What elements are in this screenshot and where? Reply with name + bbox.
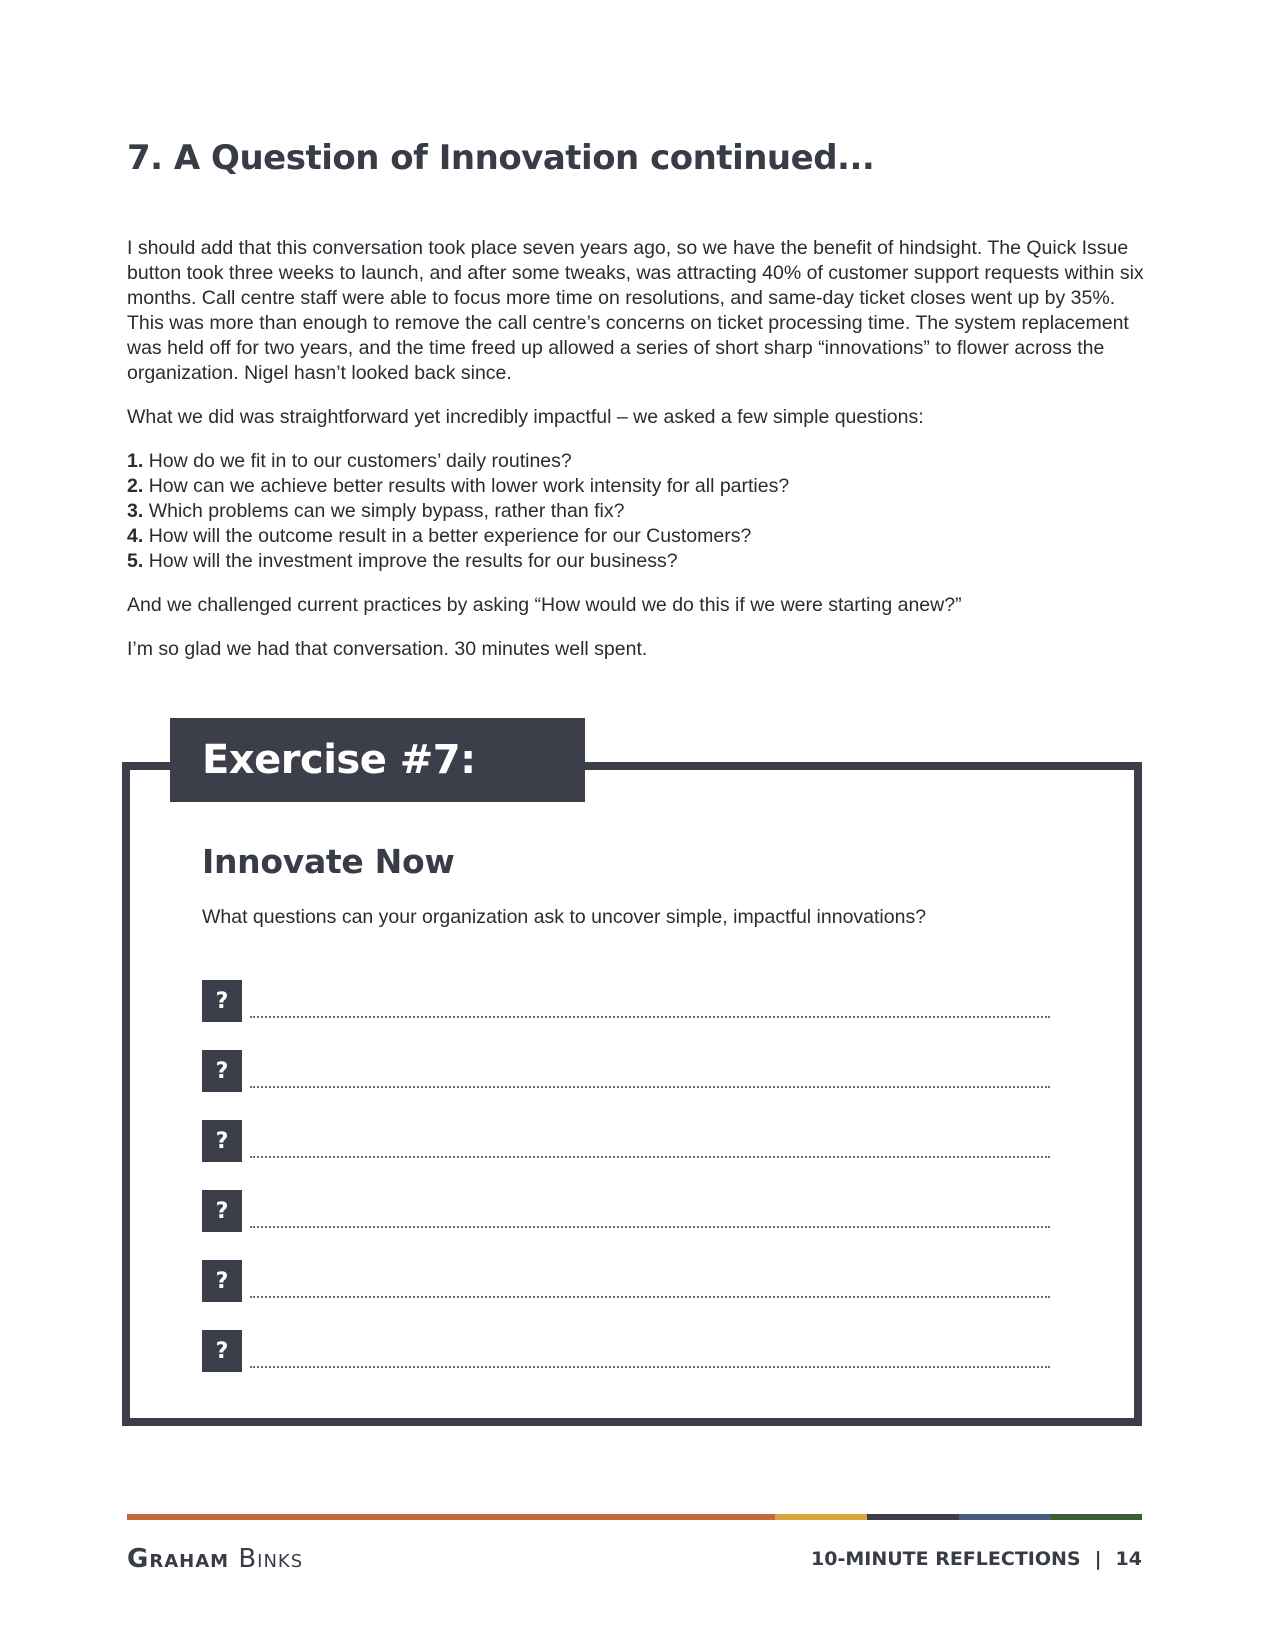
answer-line[interactable] (250, 1295, 1050, 1298)
answer-line[interactable] (250, 1155, 1050, 1158)
exercise-prompt: What questions can your organization ask to uncover simple, impactful innovations? (202, 906, 927, 928)
paragraph-closing: I’m so glad we had that conversation. 30 minutes well spent. (127, 638, 648, 660)
list-item (127, 524, 1157, 549)
answer-row (202, 978, 1052, 1022)
footer-separator: | (1094, 1548, 1102, 1570)
rule-segment-gold (775, 1514, 867, 1520)
list-item-text: How can we achieve better results with lower work intensity for all parties? (148, 475, 790, 497)
footer-series-page (811, 1548, 1142, 1570)
answer-rows (202, 978, 1052, 1398)
list-item-number: 5. (127, 550, 144, 572)
footer-author-brand (127, 1544, 303, 1574)
list-item-text: How will the investment improve the results for our business? (148, 550, 678, 572)
rule-segment-blue (959, 1514, 1051, 1520)
footer-color-rule (127, 1514, 1142, 1520)
list-item (127, 499, 1157, 524)
list-item-number: 3. (127, 500, 144, 522)
list-item-text: Which problems can we simply bypass, rather than fix? (148, 500, 625, 522)
list-item (127, 474, 1157, 499)
exercise-tab-label: Exercise #7: (202, 737, 476, 783)
list-item-number: 1. (127, 450, 144, 472)
series-title: 10-MINUTE REFLECTIONS (811, 1548, 1081, 1570)
list-item-number: 4. (127, 525, 144, 547)
body-text (127, 236, 1157, 681)
question-mark-icon: ? (202, 1330, 242, 1372)
exercise-heading: Innovate Now (202, 842, 455, 881)
question-mark-icon: ? (202, 1260, 242, 1302)
answer-row (202, 1118, 1052, 1162)
question-mark-icon: ? (202, 1050, 242, 1092)
paragraph-intro-questions: What we did was straightforward yet incredibly impactful – we asked a few simple questions: (127, 406, 924, 428)
list-item-text: How will the outcome result in a better experience for our Customers? (148, 525, 752, 547)
answer-line[interactable] (250, 1015, 1050, 1018)
answer-row (202, 1258, 1052, 1302)
answer-row (202, 1048, 1052, 1092)
author-first-name: Graham (127, 1544, 230, 1574)
rule-segment-orange (127, 1514, 775, 1520)
questions-list (127, 449, 1157, 574)
question-mark-icon: ? (202, 980, 242, 1022)
answer-line[interactable] (250, 1085, 1050, 1088)
paragraph-hindsight: I should add that this conversation took place seven years ago, so we have the benefit of hindsight. The Quick Issue button took three weeks to launch, and after some tweaks, was attracting 40% of customer support requests within six months. Call centre staff were able to focus more time on resolutions, and same-day ticket closes went up by 35%. This was more than enough to remove the call centre’s concerns on ticket processing time. The system replacement was held off for two years, and the time freed up allowed a series of short sharp “innovations” to flower across the organization. Nigel hasn’t looked back since. (127, 237, 1144, 384)
question-mark-icon: ? (202, 1190, 242, 1232)
author-last-name: Binks (238, 1544, 304, 1574)
answer-line[interactable] (250, 1365, 1050, 1368)
list-item-number: 2. (127, 475, 144, 497)
rule-segment-green (1051, 1514, 1142, 1520)
rule-segment-dark (867, 1514, 959, 1520)
paragraph-challenge: And we challenged current practices by asking “How would we do this if we were starting anew?” (127, 594, 962, 616)
page-title: 7. A Question of Innovation continued... (127, 138, 875, 178)
exercise-tab (170, 718, 585, 802)
answer-line[interactable] (250, 1225, 1050, 1228)
page-number: 14 (1115, 1548, 1142, 1570)
list-item (127, 449, 1157, 474)
question-mark-icon: ? (202, 1120, 242, 1162)
answer-row (202, 1188, 1052, 1232)
list-item (127, 549, 1157, 574)
answer-row (202, 1328, 1052, 1372)
list-item-text: How do we fit in to our customers’ daily routines? (148, 450, 572, 472)
